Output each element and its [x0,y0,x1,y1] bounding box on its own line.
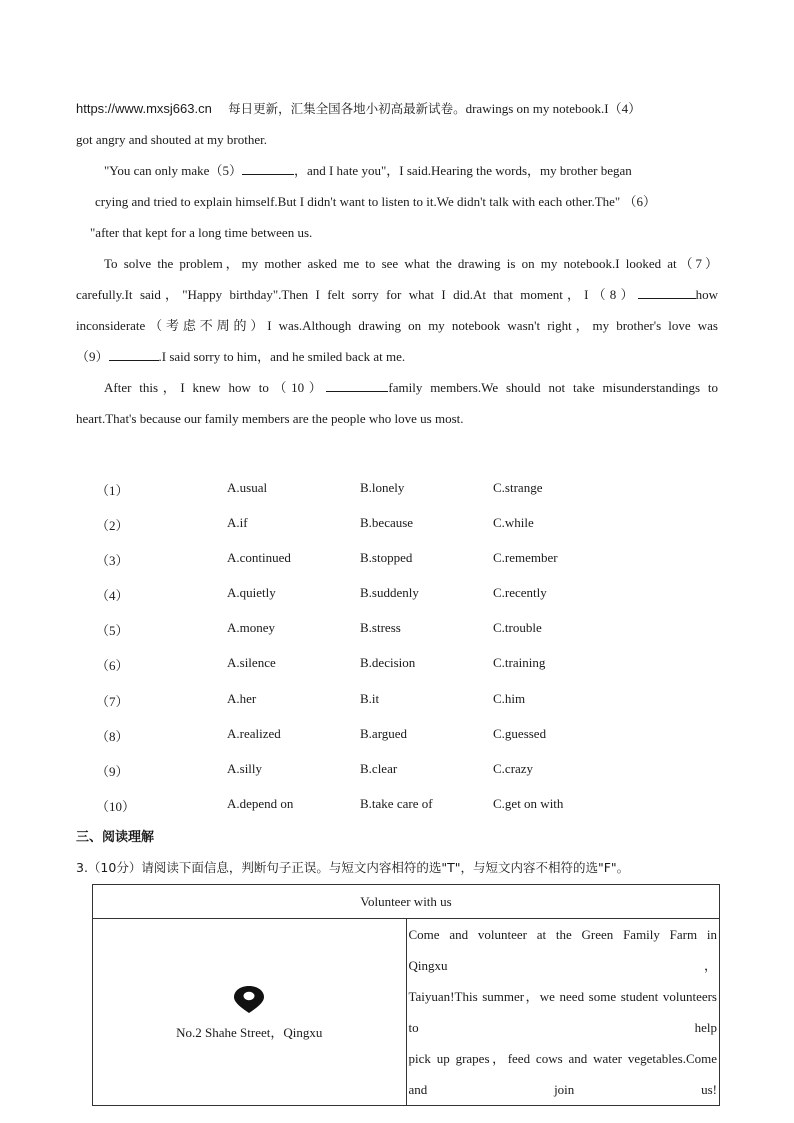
option-c[interactable]: C.guessed [493,725,547,741]
option-c[interactable]: C.remember [493,550,558,566]
question-instruction: 3.（10分）请阅读下面信息，判断句子正误。与短文内容相符的选"T"，与短文内容不相符的选"F"。 [76,860,630,875]
option-b[interactable]: B.argued [360,725,408,741]
option-a[interactable]: A.continued [227,550,291,566]
option-a[interactable]: A.depend on [227,795,294,811]
option-b[interactable]: B.stress [360,620,401,636]
option-c[interactable]: C.strange [493,480,543,495]
passage-line-8: inconsiderate（考虑不周的）I was.Although drawing on my notebook wasn't right，my brother's love was [76,318,718,333]
passage-line-4: crying and tried to explain himself.But I didn't want to listen to it.We didn't talk with each other.The" （6） [95,194,656,209]
passage-line-11: heart.That's because our family members are the people who love us most. [76,411,464,426]
section-title: 三、阅读理解 [76,830,155,845]
blank-8 [638,285,696,299]
description-line: Come and volunteer at the Green Family Farm in Qingxu， [408,927,717,973]
option-b[interactable]: B.suddenly [360,585,419,601]
option-b[interactable]: B.stopped [360,550,413,566]
passage-line-1: https://www.mxsj663.cn 每日更新，汇集全国各地小初高最新试卷。drawings on my notebook.I（4） [76,101,642,116]
address-cell [93,919,407,1106]
table-title: Volunteer with us [93,885,720,919]
option-b[interactable]: B.because [360,515,414,531]
option-a[interactable]: A.quietly [227,585,276,601]
description-line: Taiyuan!This summer，we need some student volunteers to help [408,989,717,1035]
option-a[interactable]: A.money [227,620,276,636]
passage-line-7: carefully.It said，"Happy birthday".Then I felt sorry for what I did.At that moment，I（8） how [76,287,718,302]
description-line: pick up grapes，feed cows and water vegetables.Come and join us! [408,1051,717,1097]
blank-9 [109,347,159,361]
location-pin-icon [232,984,266,1014]
option-a[interactable]: A.silence [227,655,276,671]
option-a[interactable]: A.usual [227,480,268,495]
option-c[interactable]: C.crazy [493,760,534,776]
volunteer-table [92,884,720,1106]
header-ad: 每日更新，汇集全国各地小初高最新试卷。 [228,101,466,116]
option-a[interactable]: A.realized [227,725,281,741]
option-a[interactable]: A.if [227,515,248,531]
blank-5 [242,161,294,175]
address-text: No.2 Shahe Street，Qingxu [176,1024,323,1040]
option-b[interactable]: B.it [360,690,380,706]
option-c[interactable]: C.him [493,690,526,706]
option-a[interactable]: A.silly [227,760,263,776]
option-b[interactable]: B.clear [360,760,398,776]
option-a[interactable]: A.her [227,690,257,706]
blank-10 [326,378,388,392]
option-c[interactable]: C.training [493,655,546,671]
description-cell [406,919,720,1106]
passage-line-5: "after that kept for a long time between us. [90,225,313,240]
option-c[interactable]: C.while [493,515,534,531]
passage-line-9: （9） .I said sorry to him，and he smiled back at me. [76,349,406,364]
passage-line-6: To solve the problem，my mother asked me to see what the drawing is on my notebook.I looked at（7） [104,256,718,271]
passage-line-3: "You can only make（5） ，and I hate you"，I said.Hearing the words，my brother began [104,163,632,178]
option-c[interactable]: C.trouble [493,620,542,636]
passage [76,93,718,434]
passage-line-10: After this，I knew how to（10） family members.We should not take misunderstandings to [104,380,718,395]
option-c[interactable]: C.get on with [493,795,564,811]
option-b[interactable]: B.lonely [360,480,405,495]
option-b[interactable]: B.decision [360,655,416,671]
option-b[interactable]: B.take care of [360,795,433,811]
passage-line-2: got angry and shouted at my brother. [76,132,267,147]
option-c[interactable]: C.recently [493,585,547,601]
header-url[interactable]: https://www.mxsj663.cn [76,101,212,116]
